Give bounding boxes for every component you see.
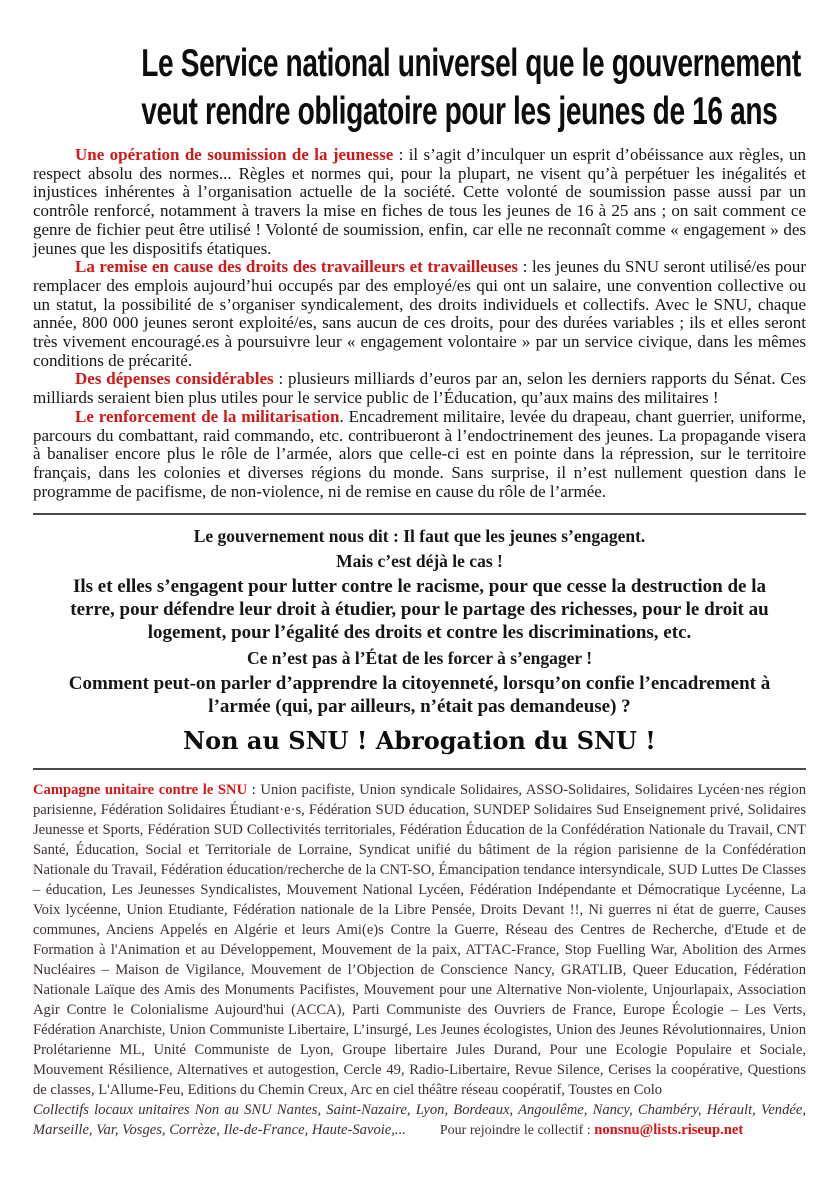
paragraph-soumission (33, 146, 806, 258)
signatories-block (33, 780, 806, 1141)
statement-line-1: Le gouvernement nous dit : Il faut que les jeunes s’engagent. (193, 526, 646, 547)
local-collectives-text: Collectifs locaux unitaires Non au SNU Nantes, Saint-Nazaire, Lyon, Bordeaux, Angoulême, Nancy, Chambéry, Hérault, Vendée, Marseille, Var, Vosges, Corrèze, Ile-de-France, Haute-Savoie,... (33, 1102, 806, 1139)
paragraph-lead: La remise en cause des droits des travailleurs et travailleuses (75, 257, 519, 277)
page-title (33, 40, 806, 136)
paragraph-body: plusieurs milliards d’euros par an, selon les derniers rapports du Sénat. Ces milliards seraient bien plus utiles pour le service public de l’Éducation, qu’aux mains des militaires ! (33, 369, 806, 408)
body-paragraphs (33, 146, 806, 501)
section-divider-top (33, 513, 806, 515)
paragraph-depenses (33, 370, 806, 407)
paragraph-separator: : (518, 257, 532, 277)
campaign-label: Campagne unitaire contre le SNU (33, 782, 248, 799)
email-link[interactable]: nonsnu@lists.riseup.net (594, 1122, 744, 1139)
paragraph-lead: Le renforcement de la militarisation (75, 406, 340, 426)
statement-line-5: Comment peut-on parler d’apprendre la citoyenneté, lorsqu’on confie l’encadrement à l’armée (qui, par ailleurs, n’était pas demandeuse) ? (68, 673, 771, 718)
local-collectives-paragraph (33, 1100, 806, 1141)
signatories-paragraph (33, 780, 806, 1100)
statements-section (33, 525, 806, 756)
paragraph-lead: Une opération de soumission de la jeunesse (75, 145, 394, 164)
paragraph-separator: : (273, 369, 289, 389)
join-collective-label: Pour rejoindre le collectif : (439, 1123, 595, 1139)
paragraph-separator: . (339, 406, 349, 426)
slogan-non-au-snu: Non au SNU ! Abrogation du SNU ! (183, 726, 656, 756)
page-title-line-2: veut rendre obligatoire pour les jeunes de 16 ans (141, 90, 778, 133)
paragraph-body: il s’agit d’inculquer un esprit d’obéissance aux règles, un respect absolu des normes... Règles et normes qui, pour la plupart, ne visent qu’à perpétuer les inégalités et injustices inhérentes à l’organisation actuelle de la société. Cette volonté de soumission passe aussi par un contrôle renforcé, notamment à travers la mise en fiches de tous les jeunes de 16 à 25 ans ; on sait comment ce genre de fichier peut être utilisé ! Volonté de soumission, enfin, car elle ne reconnaît comme « engagement » des jeunes que les dispositifs étatiques. (33, 145, 807, 258)
statement-line-2: Mais c’est déjà le cas ! (336, 551, 503, 572)
paragraph-militarisation (33, 408, 806, 502)
paragraph-body: les jeunes du SNU seront utilisé/es pour remplacer des emplois aujourd’hui occupés par des employé/es qui ont un salaire, une convention collective ou un statut, la possibilité de s’organiser syndicalement, des droits individuels et collectifs. Avec le SNU, chaque année, 800 000 jeunes seront exploité/es, sans aucun de ces droits, pour des durées variables ; ils et elles seront très vivement encouragé.es à poursuivre leur « engagement volontaire » par un service civique, dans les mêmes conditions de précarité. (33, 257, 806, 370)
paragraph-lead: Des dépenses considérables (75, 369, 274, 389)
section-divider-bottom (33, 768, 806, 770)
statement-line-4: Ce n’est pas à l’État de les forcer à s’engager ! (246, 648, 593, 669)
statement-line-3: Ils et elles s’engagent pour lutter contre le racisme, pour que cesse la destruction de la terre, pour défendre leur droit à étudier, pour le partage des richesses, pour le droit au logement, pour l’égalité des droits et contre les discriminations, etc. (70, 576, 769, 644)
campaign-separator: : (247, 782, 261, 799)
page-title-line-1: Le Service national universel que le gouvernement (141, 42, 801, 85)
paragraph-body: Encadrement militaire, levée du drapeau, chant guerrier, uniforme, parcours du combattant, raid commando, etc. contribueront à l’endoctrinement des jeunes. La propagande visera à banaliser encore plus le rôle de l’armée, alors que celle-ci est en pointe dans la répression, sur le territoire français, dans les colonies et diverses régions du monde. Sans surprise, il n’est nullement question dans le programme de pacifisme, de non-violence, ni de remise en cause du rôle de l’armée. (33, 406, 807, 501)
signatories-organizations: Union pacifiste, Union syndicale Solidaires, ASSO-Solidaires, Solidaires Lycéen·nes région parisienne, Fédération Solidaires Étudiant·e·s, Fédération SUD éducation, SUNDEP Solidaires Sud Enseignement privé, Solidaires Jeunesse et Sports, Fédération SUD Collectivités territoriales, Fédération Éducation de la Confédération Nationale du Travail, CNT Santé, Éducation, Social et Territoriale de Lorraine, Syndicat unifié du bâtiment de la région parisienne de la Confédération Nationale du Travail, Fédération éducation/recherche de la CNT-SO, Émancipation tendance intersyndicale, SUD Luttes De Classes – éducation, Les Jeunesses Syndicalistes, Mouvement National Lycéen, Fédération Indépendante et Démocratique Lycéenne, La Voix lycéenne, Union Etudiante, Fédération nationale de la Libre Pensée, Droits Devant !!, Ni guerres ni état de guerre, Causes communes, Anciens Appelés en Algérie et leurs Ami(e)s Contre la Guerre, Réseau des Centres de Recherche, d'Etude et de Formation à l'Animation et au Développement, Mouvement de la paix, ATTAC-France, Stop Fuelling War, Abolition des Armes Nucléaires – Maison de Vigilance, Mouvement de l’Objection de Conscience Nancy, GRATLIB, Queer Education, Fédération Nationale Laïque des Amis des Monuments Pacifistes, Mouvement pour une Alternative Non-violente, Unjourlapaix, Association Agir Contre le Colonialisme Aujourd'hui (ACCA), Parti Communiste des Ouvriers de France, Europe Écologie – Les Verts, Fédération Anarchiste, Union Communiste Libertaire, L’insurgé, Les Jeunes écologistes, Union des Jeunes Révolutionnaires, Union Prolétarienne ML, Unité Communiste de Lyon, Groupe libertaire Jules Durand, Pour une Ecologie Populaire et Sociale, Mouvement Résilience, Alternatives et autogestion, Cercle 49, Radio-Libertaire, Revue Silence, Cerises la coopérative, Questions de classes, L'Allume-Feu, Editions du Chemin Creux, Arc en ciel théâtre réseau coopératif, Toustes en Colo (33, 782, 806, 1099)
paragraph-separator: : (393, 145, 409, 164)
paragraph-droits (33, 258, 806, 370)
